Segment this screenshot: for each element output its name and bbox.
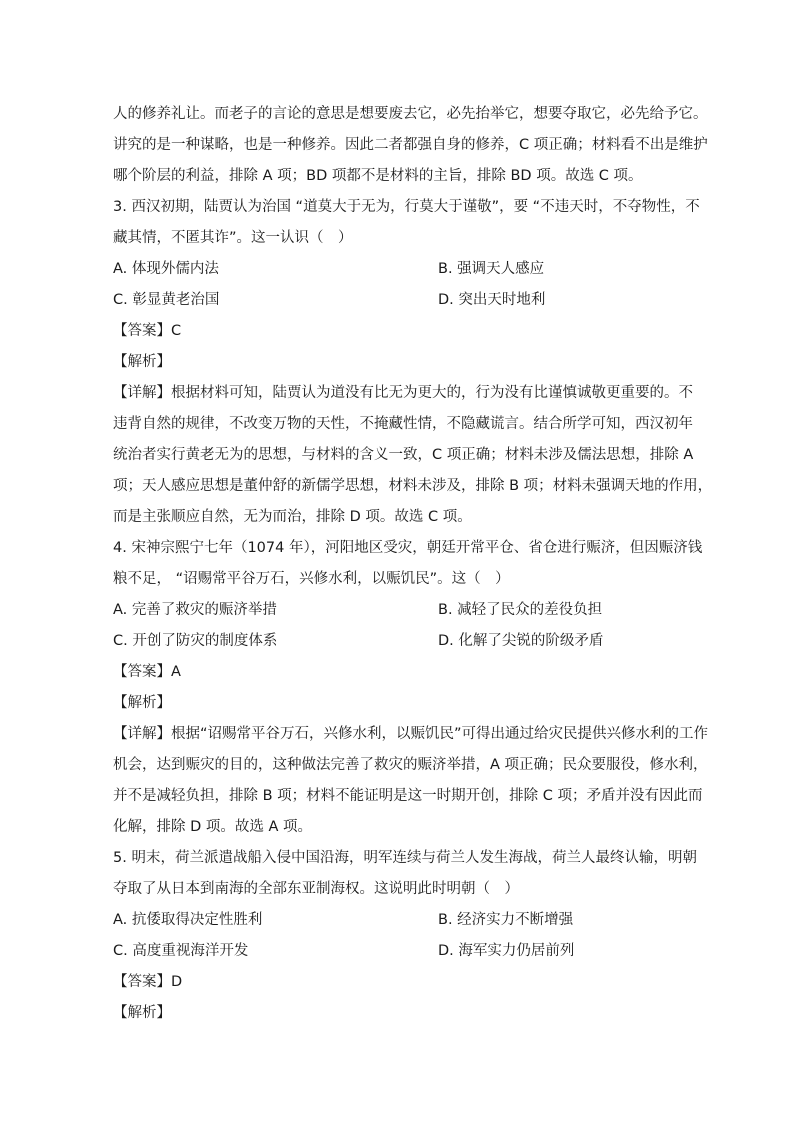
- intro-line: 人的修养礼让。而老子的言论的意思是想要废去它，必先抬举它，想要夺取它，必先给予它。: [113, 106, 708, 122]
- intro-line: 哪个阶层的利益，排除 A 项；BD 项都不是材料的主旨，排除 BD 项。故选 C 项。: [113, 168, 643, 184]
- detail-line: 机会，达到赈灾的目的，这种做法完善了救灾的赈济举措，A 项正确；民众要服役，修水利，: [113, 757, 708, 773]
- intro-line: 讲究的是一种谋略，也是一种修养。因此二者都强自身的修养，C 项正确；材料看不出是维护: [113, 137, 708, 153]
- options-row: [113, 936, 689, 967]
- option-b: B. 经济实力不断增强: [438, 912, 574, 928]
- analysis-label: 【解析】: [113, 695, 171, 711]
- option-d: D. 突出天时地利: [438, 292, 546, 308]
- answer-label: 【答案】A: [113, 664, 181, 680]
- answer-label: 【答案】D: [113, 974, 183, 990]
- detail-line: 化解，排除 D 项。故选 A 项。: [113, 819, 313, 835]
- analysis-label: 【解析】: [113, 354, 171, 370]
- detail-line: 而是主张顺应自然，无为而治，排除 D 项。故选 C 项。: [113, 509, 472, 525]
- detail-line: 统治者实行黄老无为的思想，与材料的含义一致，C 项正确；材料未涉及儒法思想，排除 A: [113, 447, 694, 463]
- question-stem: 4. 宋神宗熙宁七年（1074 年），河阳地区受灾，朝廷开常平仓、省仓进行赈济，但因赈济钱: [113, 540, 703, 556]
- option-d: D. 海军实力仍居前列: [438, 943, 575, 959]
- option-c: C. 彰显黄老治国: [113, 292, 220, 308]
- question-3: [113, 192, 713, 533]
- options-row: [113, 595, 689, 626]
- options-row: [113, 905, 689, 936]
- detail-line: 【详解】根据材料可知，陆贾认为道没有比无为更大的，行为没有比谨慎诚敬更重要的。不: [113, 385, 693, 401]
- option-a: A. 体现外儒内法: [113, 261, 219, 277]
- detail-line: 违背自然的规律，不改变万物的天性，不掩藏性情，不隐藏谎言。结合所学可知，西汉初年: [113, 416, 693, 432]
- question-stem: 夺取了从日本到南海的全部东亚制海权。这说明此时明朝（ ）: [113, 881, 519, 897]
- option-c: C. 高度重视海洋开发: [113, 943, 249, 959]
- options-row: [113, 626, 689, 657]
- question-4: [113, 533, 709, 843]
- option-a: A. 抗倭取得决定性胜利: [113, 912, 263, 928]
- question-stem: 藏其情，不匿其诈”。这一认识（ ）: [113, 230, 353, 246]
- option-b: B. 减轻了民众的差役负担: [438, 602, 603, 618]
- option-c: C. 开创了防灾的制度体系: [113, 633, 278, 649]
- detail-line: 【详解】根据“诏赐常平谷万石，兴修水利，以赈饥民”可得出通过给灾民提供兴修水利的工作: [113, 726, 709, 742]
- option-b: B. 强调天人感应: [438, 261, 545, 277]
- question-stem: 5. 明末，荷兰派遣战船入侵中国沿海，明军连续与荷兰人发生海战，荷兰人最终认输，明朝: [113, 850, 697, 866]
- detail-line: 项；天人感应思想是董仲舒的新儒学思想，材料未涉及，排除 B 项；材料未强调天地的作用，: [113, 478, 713, 494]
- answer-label: 【答案】C: [113, 323, 182, 339]
- detail-line: 并不是减轻负担，排除 B 项；材料不能证明是这一时期开创，排除 C 项；矛盾并没有因此而: [113, 788, 703, 804]
- question-5: [113, 843, 697, 1029]
- option-d: D. 化解了尖锐的阶级矛盾: [438, 633, 604, 649]
- option-a: A. 完善了救灾的赈济举措: [113, 602, 277, 618]
- options-row: [113, 285, 689, 316]
- options-row: [113, 254, 689, 285]
- question-stem: 3. 西汉初期，陆贾认为治国 “道莫大于无为，行莫大于谨敬”，要 “不违天时，不夺物性，不: [113, 199, 700, 215]
- document-content: [113, 99, 713, 1029]
- analysis-label: 【解析】: [113, 1005, 171, 1021]
- question-stem: 粮不足， “诏赐常平谷万石，兴修水利，以赈饥民”。这（ ）: [113, 571, 510, 587]
